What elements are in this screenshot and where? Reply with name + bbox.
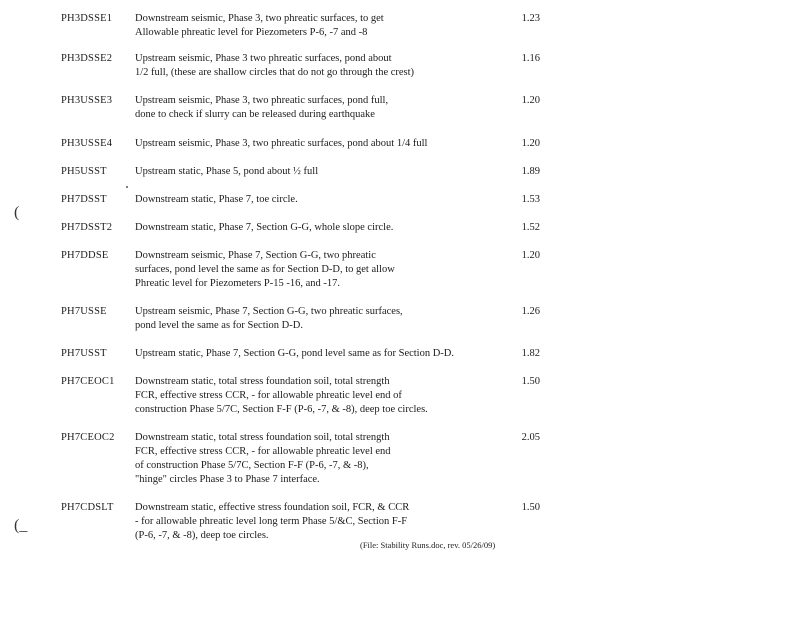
factor-of-safety: 1.20 — [521, 95, 540, 106]
description-line: Upstream seismic, Phase 3 two phreatic surfaces, pond about — [135, 53, 392, 64]
run-code: PH7CEOC2 — [61, 432, 115, 443]
run-description — [135, 375, 515, 417]
run-description — [135, 305, 515, 333]
description-line: Upstream seismic, Phase 3, two phreatic surfaces, pond full, — [135, 95, 389, 106]
factor-of-safety: 1.52 — [521, 222, 540, 233]
factor-of-safety: 1.53 — [521, 194, 540, 205]
run-description — [135, 12, 515, 40]
description-line: Upstream seismic, Phase 7, Section G-G, two phreatic surfaces, — [135, 306, 403, 317]
factor-of-safety: 1.23 — [521, 13, 540, 24]
description-line: Allowable phreatic level for Piezometers P-6, -7 and -8 — [135, 27, 368, 38]
description-line: - for allowable phreatic level long term Phase 5/&C, Section F-F — [135, 516, 408, 527]
run-description — [135, 193, 515, 207]
factor-of-safety: 1.20 — [521, 138, 540, 149]
run-code: PH7DSST2 — [61, 222, 113, 233]
description-line: Downstream seismic, Phase 7, Section G-G, two phreatic — [135, 250, 376, 261]
scan-bracket-mark: (_ — [14, 517, 28, 534]
description-line: (P-6, -7, & -8), deep toe circles. — [135, 530, 269, 541]
description-line: Downstream static, total stress foundation soil, total strength — [135, 376, 390, 387]
factor-of-safety: 1.50 — [521, 502, 540, 513]
run-code: PH3DSSE1 — [61, 13, 113, 24]
run-code: PH7CDSLT — [61, 502, 114, 513]
run-description — [135, 431, 515, 487]
run-description — [135, 137, 515, 151]
description-line: FCR, effective stress CCR, - for allowable phreatic level end of — [135, 390, 402, 401]
description-line: Downstream seismic, Phase 3, two phreatic surfaces, to get — [135, 13, 384, 24]
run-code: PH7CEOC1 — [61, 376, 115, 387]
description-line: Upstream static, Phase 7, Section G-G, pond level same as for Section D-D. — [135, 348, 455, 359]
factor-of-safety: 1.89 — [521, 166, 540, 177]
factor-of-safety: 1.16 — [521, 53, 540, 64]
run-description — [135, 347, 515, 361]
description-line: of construction Phase 5/7C, Section F-F (P-6, -7, & -8), — [135, 460, 369, 471]
run-code: PH7USST — [61, 348, 107, 359]
scan-speck — [126, 186, 128, 188]
scan-bracket-mark: ( — [14, 204, 20, 221]
description-line: Upstream seismic, Phase 3, two phreatic surfaces, pond about 1/4 full — [135, 138, 428, 149]
run-description — [135, 94, 515, 122]
description-line: Downstream static, Phase 7, Section G-G, whole slope circle. — [135, 222, 394, 233]
description-line: FCR, effective stress CCR, - for allowable phreatic level end — [135, 446, 391, 457]
run-description — [135, 249, 515, 291]
description-line: done to check if slurry can be released during earthquake — [135, 109, 375, 120]
run-code: PH7DDSE — [61, 250, 109, 261]
run-code: PH7DSST — [61, 194, 107, 205]
description-line: Downstream static, Phase 7, toe circle. — [135, 194, 298, 205]
factor-of-safety: 1.26 — [521, 306, 540, 317]
run-code: PH3USSE4 — [61, 138, 113, 149]
description-line: Upstream static, Phase 5, pond about ½ full — [135, 166, 319, 177]
run-code: PH3USSE3 — [61, 95, 113, 106]
run-code: PH5USST — [61, 166, 107, 177]
factor-of-safety: 1.20 — [521, 250, 540, 261]
run-code: PH7USSE — [61, 306, 107, 317]
description-line: surfaces, pond level the same as for Section D-D, to get allow — [135, 264, 395, 275]
description-line: 1/2 full, (these are shallow circles that do not go through the crest) — [135, 67, 415, 78]
description-line: Phreatic level for Piezometers P-15 -16, and -17. — [135, 278, 340, 289]
description-line: Downstream static, total stress foundation soil, total strength — [135, 432, 390, 443]
run-description — [135, 501, 515, 543]
description-line: Downstream static, effective stress foundation soil, FCR, & CCR — [135, 502, 410, 513]
factor-of-safety: 1.50 — [521, 376, 540, 387]
run-description — [135, 165, 515, 179]
run-code: PH3DSSE2 — [61, 53, 113, 64]
description-line: "hinge" circles Phase 3 to Phase 7 interface. — [135, 474, 320, 485]
factor-of-safety: 1.82 — [521, 348, 540, 359]
description-line: construction Phase 5/7C, Section F-F (P-6, -7, & -8), deep toe circles. — [135, 404, 428, 415]
factor-of-safety: 2.05 — [521, 432, 540, 443]
description-line: pond level the same as for Section D-D. — [135, 320, 303, 331]
file-footer: (File: Stability Runs.doc, rev. 05/26/09) — [360, 540, 496, 550]
run-description — [135, 221, 515, 235]
run-description — [135, 52, 515, 80]
